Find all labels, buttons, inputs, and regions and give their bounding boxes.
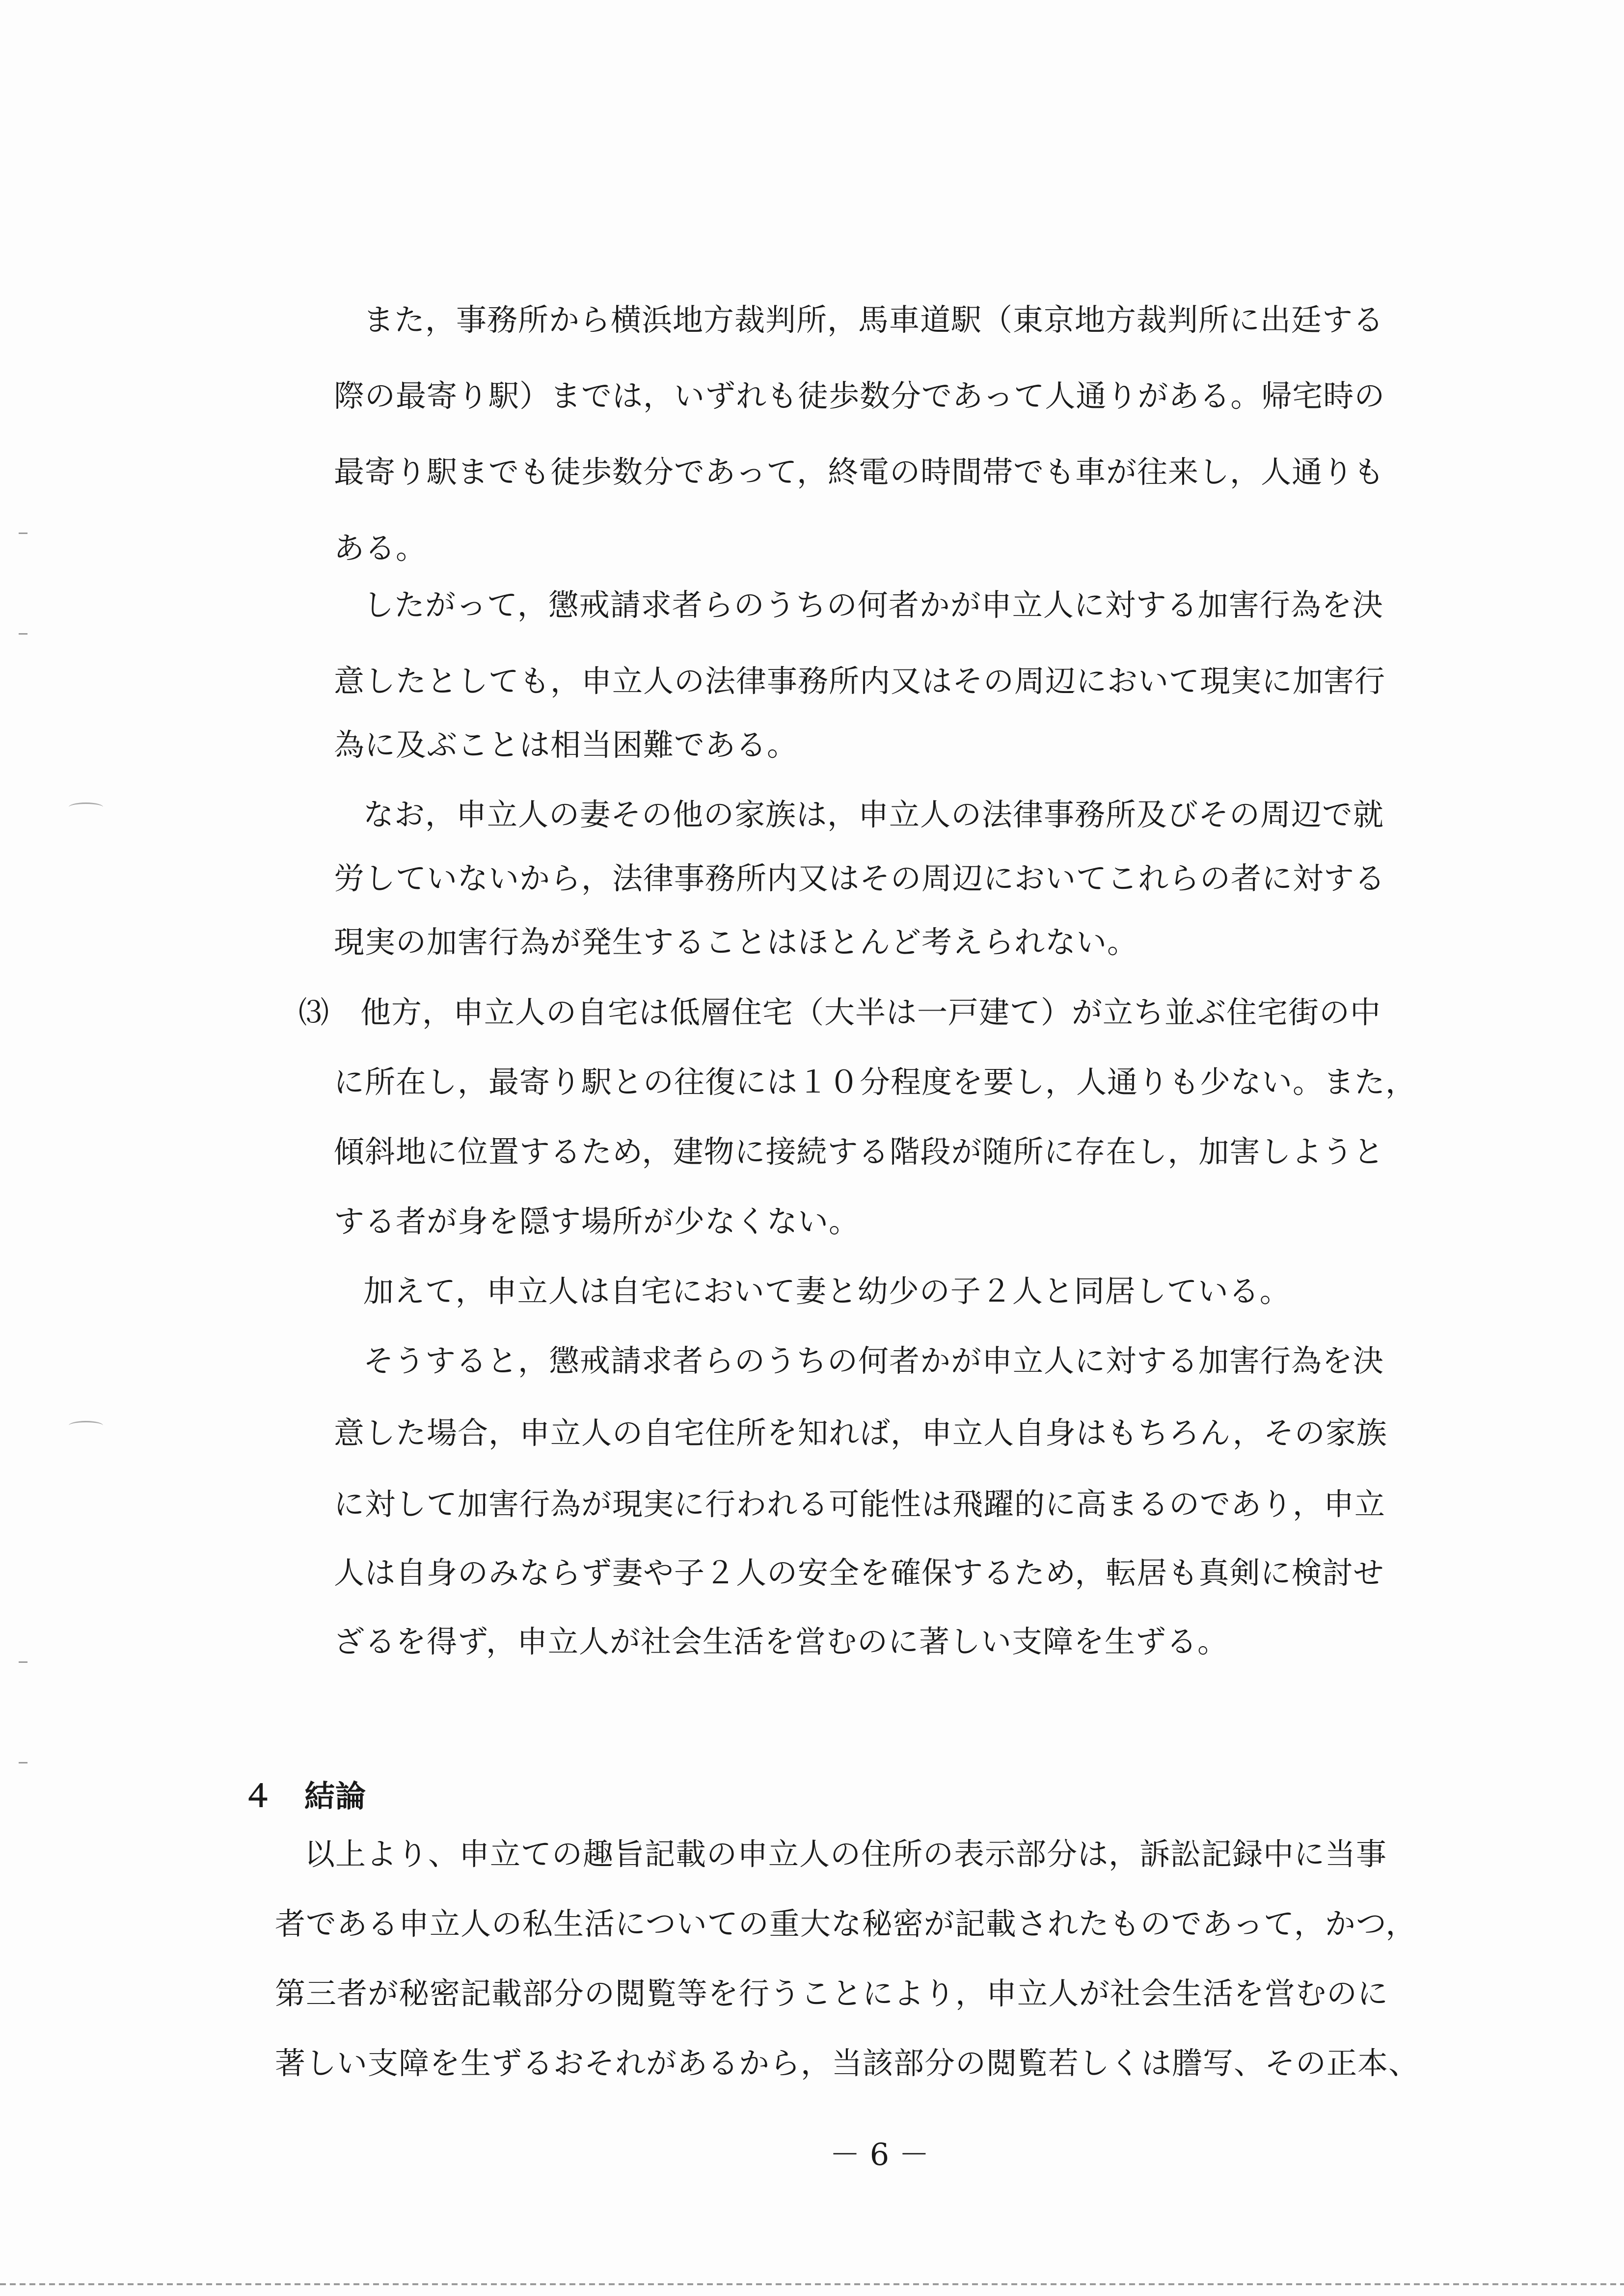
body-text-line: 際の最寄り駅）までは，いずれも徒歩数分であって人通りがある。帰宅時の: [334, 378, 1385, 414]
body-text-line: また，事務所から横浜地方裁判所，馬車道駅（東京地方裁判所に出廷する: [363, 302, 1384, 338]
scan-margin-mark: [19, 633, 27, 635]
body-text-line: 以上より、申立ての趣旨記載の申立人の住所の表示部分は，訴訟記録中に当事: [304, 1836, 1387, 1872]
body-text-line: 為に及ぶことは相当困難である。: [334, 727, 798, 763]
section-heading: ４ 結論: [243, 1778, 367, 1814]
body-text-line: ざるを得ず，申立人が社会生活を営むのに著しい支障を生ずる。: [334, 1624, 1229, 1659]
body-text-line: 傾斜地に位置するため，建物に接続する階段が随所に存在し，加害しようと: [334, 1134, 1384, 1170]
page-number: － 6 －: [830, 2136, 929, 2172]
scan-margin-mark: [19, 533, 27, 534]
body-text-line: 著しい支障を生ずるおそれがあるから，当該部分の閲覧若しくは謄写、その正本、: [275, 2045, 1420, 2081]
scan-margin-mark: [69, 802, 103, 812]
body-text-line: 労していないから，法律事務所内又はその周辺においてこれらの者に対する: [334, 860, 1386, 896]
body-text-line: 人は自身のみならず妻や子２人の安全を確保するため，転居も真剣に検討せ: [334, 1555, 1384, 1591]
scan-margin-mark: [19, 1762, 27, 1763]
body-text-line: 最寄り駅までも徒歩数分であって，終電の時間帯でも車が往来し，人通りも: [334, 454, 1385, 490]
body-text-line: する者が身を隠す場所が少なくない。: [334, 1203, 860, 1239]
body-text-line: ⑶ 他方，申立人の自宅は低層住宅（大半は一戸建て）が立ち並ぶ住宅街の中: [298, 994, 1381, 1030]
body-text-line: に所在し，最寄り駅との往復には１０分程度を要し，人通りも少ない。また，: [334, 1064, 1417, 1100]
body-text-line: 現実の加害行為が発生することはほとんど考えられない。: [334, 924, 1138, 960]
body-text-line: 第三者が秘密記載部分の閲覧等を行うことにより，申立人が社会生活を営むのに: [275, 1976, 1389, 2011]
scan-margin-mark: [69, 1421, 103, 1430]
body-text-line: 意した場合，申立人の自宅住所を知れば，申立人自身はもちろん，その家族: [334, 1415, 1387, 1451]
scan-bottom-edge: [0, 2283, 1624, 2285]
body-text-line: 加えて，申立人は自宅において妻と幼少の子２人と同居している。: [363, 1273, 1291, 1309]
body-text-line: そうすると，懲戒請求者らのうちの何者かが申立人に対する加害行為を決: [363, 1343, 1384, 1379]
body-text-line: なお，申立人の妻その他の家族は，申立人の法律事務所及びその周辺で就: [363, 797, 1384, 832]
body-text-line: したがって，懲戒請求者らのうちの何者かが申立人に対する加害行為を決: [363, 587, 1383, 623]
scan-margin-mark: [19, 1661, 27, 1663]
body-text-line: 意したとしても，申立人の法律事務所内又はその周辺において現実に加害行: [334, 663, 1386, 699]
body-text-line: に対して加害行為が現実に行われる可能性は飛躍的に高まるのであり，申立: [334, 1486, 1386, 1522]
body-text-line: ある。: [334, 530, 427, 566]
body-text-line: 者である申立人の私生活についての重大な秘密が記載されたものであって，かつ，: [275, 1906, 1417, 1942]
